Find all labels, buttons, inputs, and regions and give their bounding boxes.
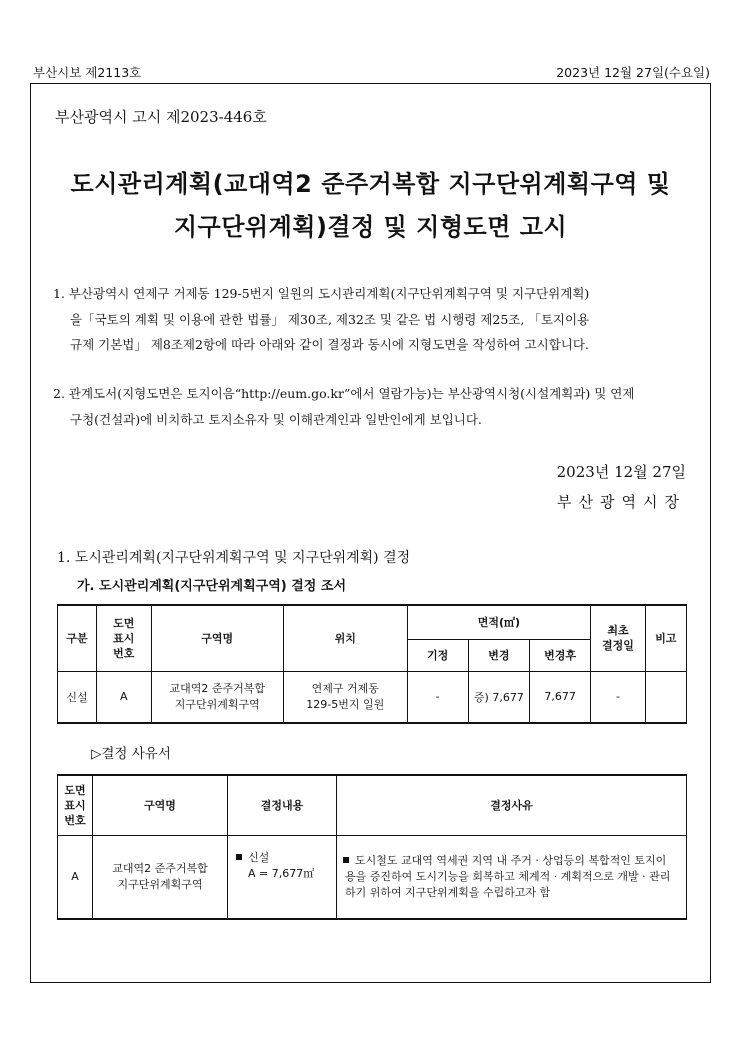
notice-date: 2023년 12월 27일 bbox=[556, 463, 686, 481]
cell-area-change: 증) 7,677 bbox=[468, 671, 529, 723]
th-zone-name: 구역명 bbox=[151, 605, 283, 671]
cell-area-existing: - bbox=[407, 671, 468, 723]
th-area-after: 변경후 bbox=[529, 639, 590, 671]
cell2-map-no: A bbox=[58, 835, 93, 919]
cell-area-after: 7,677 bbox=[529, 671, 590, 723]
paragraph-1-line2: 을「국토의 계획 및 이용에 관한 법률」 제30조, 제32조 및 같은 법 시행령 제25조, 「토지이용 bbox=[70, 311, 590, 327]
th-location: 위치 bbox=[283, 605, 407, 671]
paragraph-2-line2: 구청(건설과)에 비치하고 토지소유자 및 이해관계인과 일반인에게 보입니다. bbox=[70, 411, 482, 427]
cell2-reason-3: 하기 위하여 지구단위계획을 수립하고자 함 bbox=[345, 885, 551, 899]
th-area: 면적(㎡) bbox=[407, 605, 591, 639]
th2-decision: 결정내용 bbox=[228, 775, 337, 835]
cell-category: 신설 bbox=[58, 671, 97, 723]
th2-map-no: 도면 표시 번호 bbox=[58, 775, 93, 835]
paragraph-1-line1: 1. 부산광역시 연제구 거제동 129-5번지 일원의 도시관리계획(지구단위계획구역 및 지구단위계획) bbox=[53, 286, 590, 301]
cell-map-no: A bbox=[96, 671, 151, 723]
paragraph-1 bbox=[53, 281, 693, 358]
notice-number: 부산광역시 고시 제2023-446호 bbox=[55, 108, 267, 126]
cell2-decision-2: A = 7,677㎡ bbox=[248, 866, 315, 880]
notice-title-line2: 지구단위계획)결정 및 지형도면 고시 bbox=[173, 213, 568, 241]
bullet-icon bbox=[343, 857, 349, 863]
section-1a-heading: 가. 도시관리계획(지구단위계획구역) 결정 조서 bbox=[77, 579, 347, 594]
cell2-zone-name bbox=[93, 835, 228, 919]
cell-zone-name-2: 지구단위계획구역 bbox=[174, 697, 260, 711]
paragraph-2-line1: 2. 관계도서(지형도면은 토지이음“http://eum.go.kr”에서 열람가능)는 부산광역시청(시설계획과) 및 연제 bbox=[53, 386, 635, 401]
cell-zone-name-1: 교대역2 준주거복합 bbox=[169, 681, 265, 695]
cell2-reason-1: 도시철도 교대역 역세권 지역 내 주거 · 상업등의 복합적인 토지이 bbox=[355, 853, 667, 867]
cell-zone-name bbox=[151, 671, 283, 723]
th2-zone-name: 구역명 bbox=[93, 775, 228, 835]
cell2-reason bbox=[337, 835, 687, 919]
th-area-change: 변경 bbox=[468, 639, 529, 671]
reason-table bbox=[57, 774, 687, 920]
th-first-decision: 최초 결정일 bbox=[591, 605, 646, 671]
th-area-existing: 기정 bbox=[407, 639, 468, 671]
cell-location-1: 연제구 거제동 bbox=[311, 681, 379, 695]
th-map-no: 도면 표시 번호 bbox=[96, 605, 151, 671]
notice-signer: 부산광역시장 bbox=[557, 493, 686, 511]
issue-date: 2023년 12월 27일(수요일) bbox=[556, 65, 710, 80]
th-remarks: 비고 bbox=[645, 605, 686, 671]
publication-number: 부산시보 제2113호 bbox=[33, 65, 142, 80]
cell-location-2: 129-5번지 일원 bbox=[306, 697, 385, 711]
notice-frame bbox=[30, 83, 711, 983]
table-row bbox=[58, 671, 687, 723]
table-row bbox=[58, 835, 687, 919]
cell-location bbox=[283, 671, 407, 723]
cell2-zone-name-1: 교대역2 준주거복합 bbox=[112, 861, 208, 875]
bullet-icon bbox=[236, 854, 242, 860]
cell-first-decision: - bbox=[591, 671, 646, 723]
cell-remarks bbox=[645, 671, 686, 723]
th-category: 구분 bbox=[58, 605, 97, 671]
decision-table bbox=[57, 604, 687, 724]
decision-reason-label: ▷결정 사유서 bbox=[91, 746, 171, 762]
paragraph-1-line3: 규제 기본법」 제8조제2항에 따라 아래와 같이 결정과 동시에 지형도면을 작성하여 고시합니다. bbox=[70, 337, 589, 352]
cell2-zone-name-2: 지구단위계획구역 bbox=[117, 877, 203, 891]
cell2-reason-2: 용을 증진하여 도시기능을 회복하고 체계적 · 계획적으로 개발 · 관리 bbox=[345, 869, 671, 883]
paragraph-2 bbox=[53, 381, 693, 432]
section-1-heading: 1. 도시관리계획(지구단위계획구역 및 지구단위계획) 결정 bbox=[57, 550, 411, 566]
cell2-decision-1: 신설 bbox=[248, 850, 270, 864]
th2-reason: 결정사유 bbox=[337, 775, 687, 835]
notice-title-line1: 도시관리계획(교대역2 준주거복합 지구단위계획구역 및 bbox=[70, 170, 671, 198]
cell2-decision bbox=[228, 835, 337, 919]
